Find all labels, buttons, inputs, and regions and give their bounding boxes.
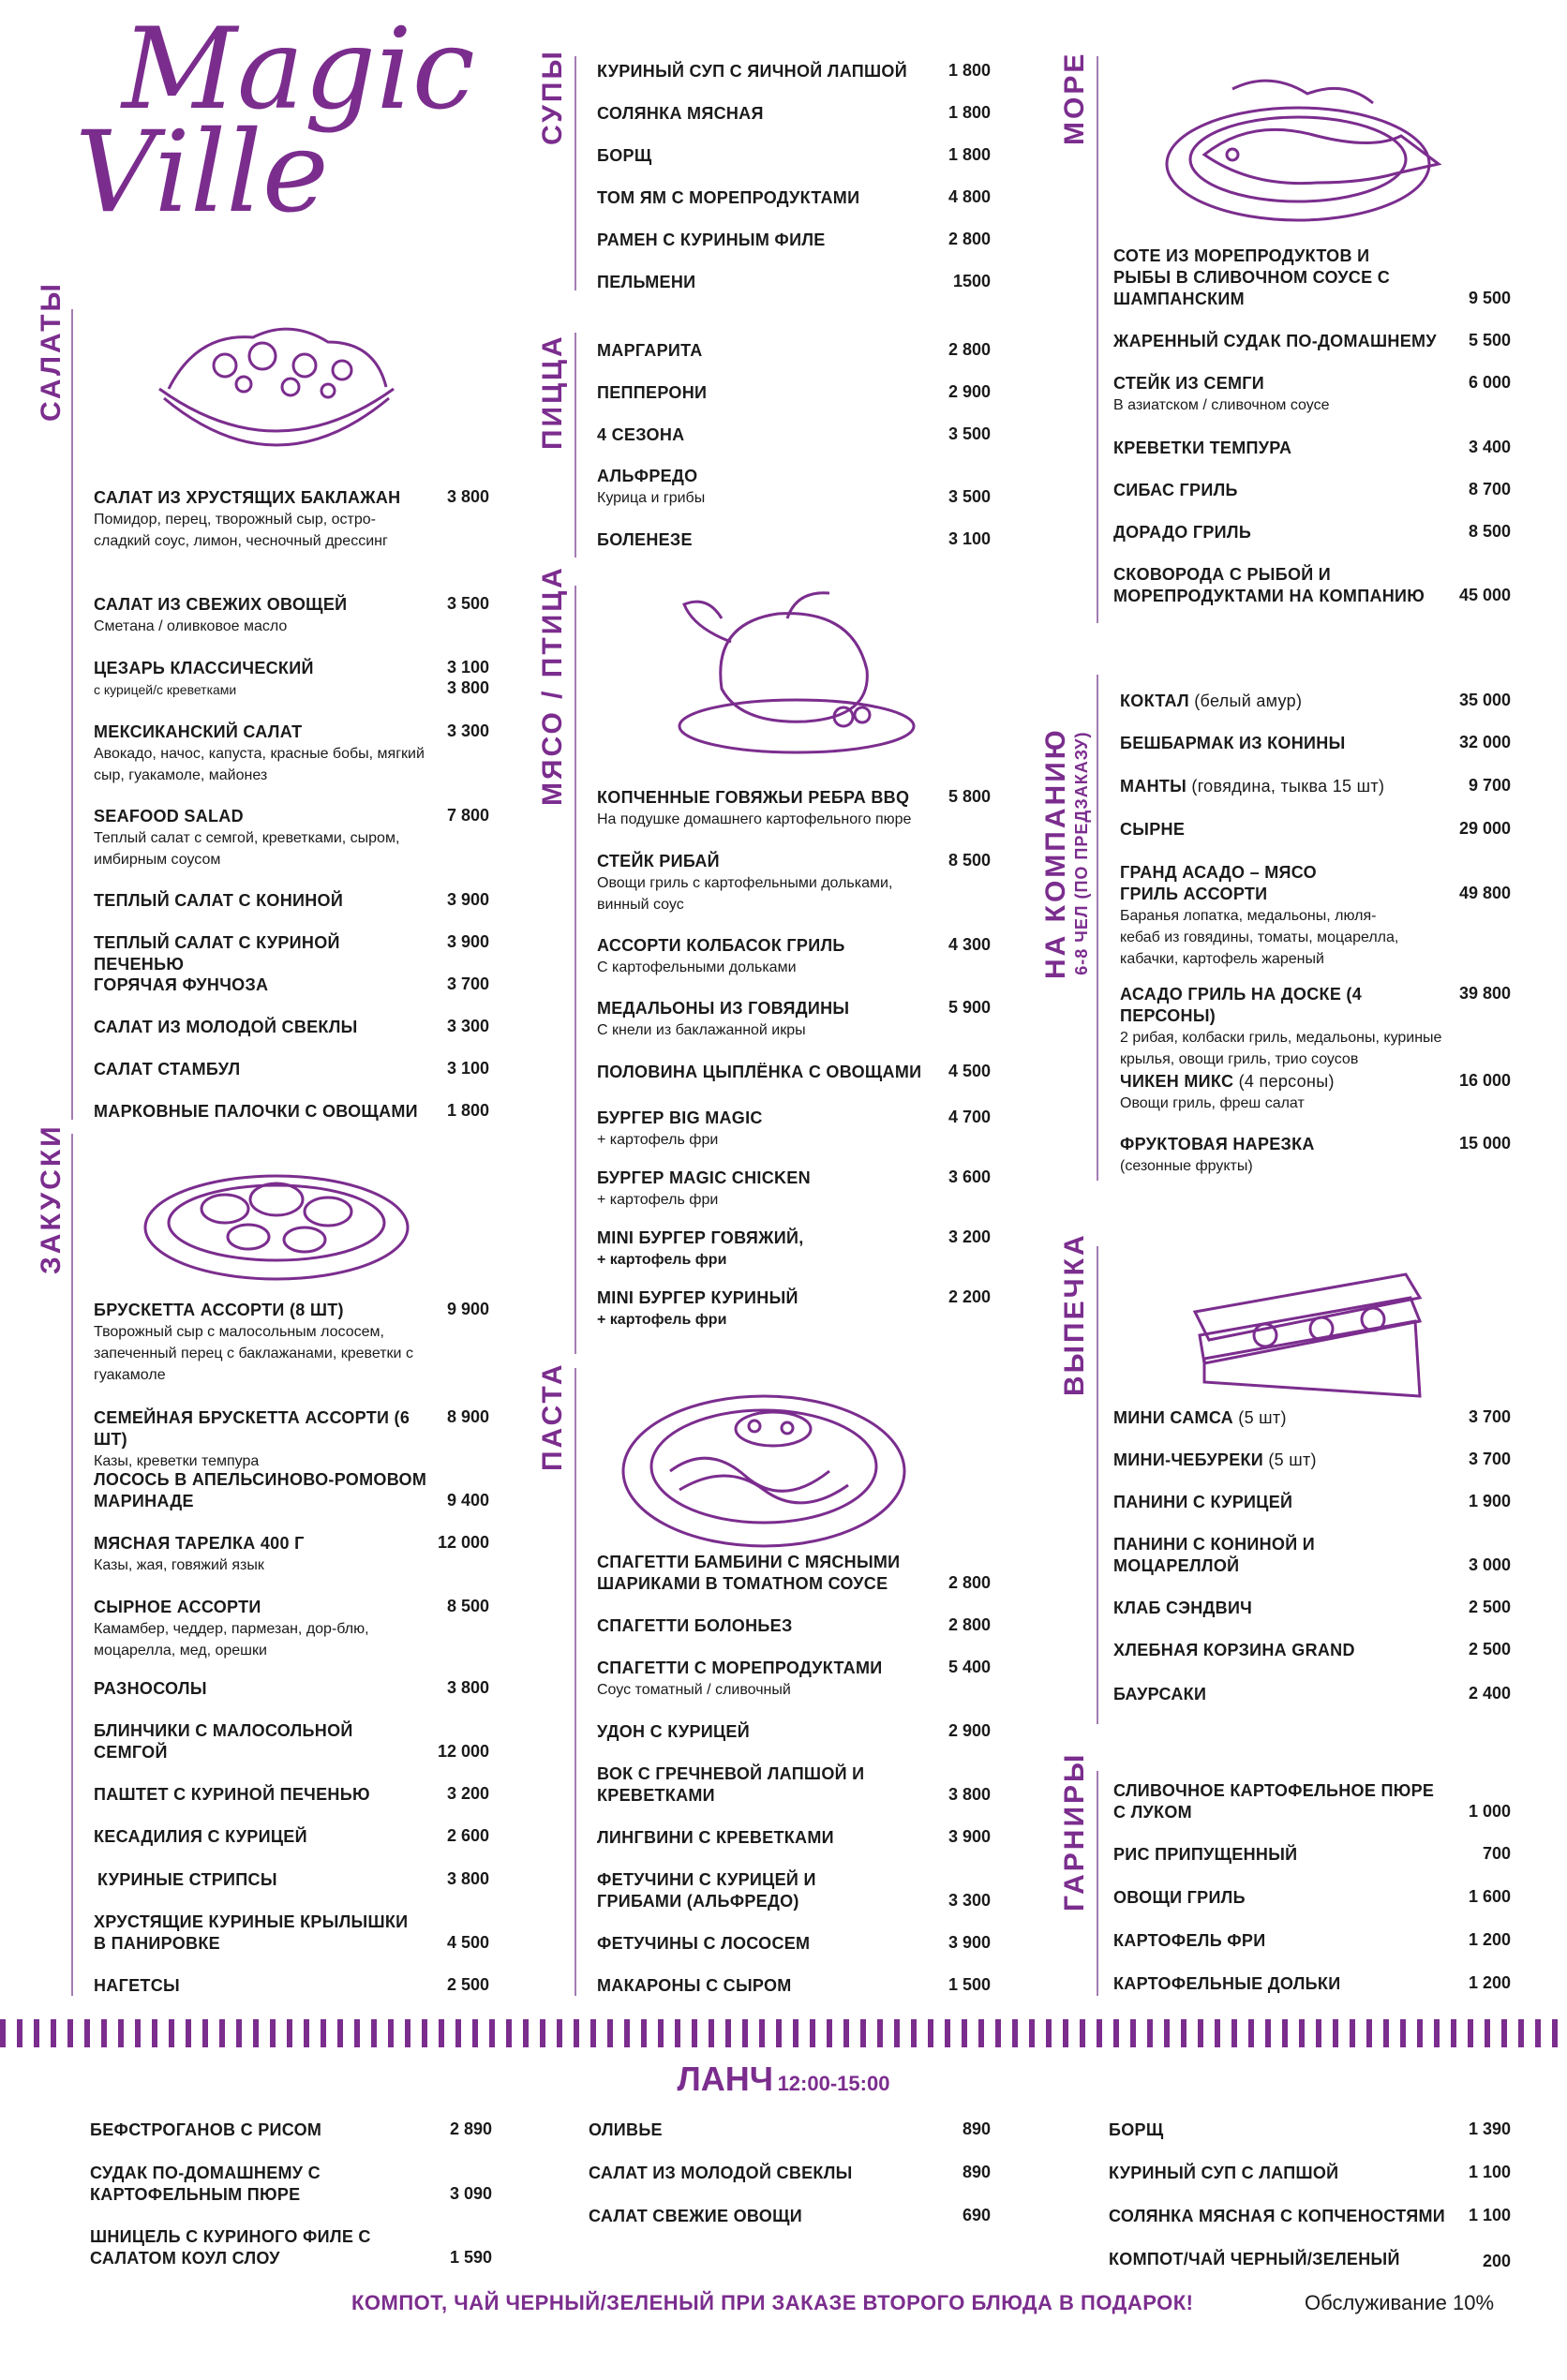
menu-item: СПАГЕТТИ С МОРЕПРОДУКТАМИ Соус томатный / сливочный: [597, 1659, 883, 1698]
section-title-company: [1040, 727, 1092, 979]
menu-item: ПАНИНИ С КОНИНОЙ И МОЦАРЕЛЛОЙ: [1113, 1535, 1316, 1575]
item-price: 32 000: [1458, 733, 1511, 751]
menu-item: ФЕТУЧИНЫ С ЛОСОСЕМ: [597, 1934, 811, 1953]
lunch-item: СОЛЯНКА МЯСНАЯ С КОПЧЕНОСТЯМИ: [1109, 2207, 1445, 2225]
item-price: 35 000: [1458, 691, 1511, 709]
menu-item: СОЛЯНКА МЯСНАЯ: [597, 104, 764, 123]
item-price: 1 390: [1468, 2120, 1511, 2138]
menu-item: MINI БУРГЕР КУРИНЫЙ + картофель фри: [597, 1288, 798, 1328]
item-price: 12 000: [437, 1533, 489, 1552]
menu-item: БЛИНЧИКИ С МАЛОСОЛЬНОЙ СЕМГОЙ: [94, 1721, 353, 1762]
item-price: 12 000: [437, 1742, 489, 1761]
menu-item: РАМЕН С КУРИНЫМ ФИЛЕ: [597, 231, 826, 249]
item-price: 3 800: [446, 1869, 489, 1888]
service-charge: Обслуживание 10%: [1305, 2291, 1495, 2314]
item-price: 3 200: [446, 1784, 489, 1803]
menu-item: БОЛЕНЕЗЕ: [597, 530, 693, 549]
item-price: 700: [1482, 1844, 1511, 1863]
item-price: 29 000: [1458, 819, 1511, 838]
menu-item: ТОМ ЯМ С МОРЕПРОДУКТАМИ: [597, 188, 860, 207]
item-price: 1 200: [1468, 1973, 1511, 1992]
menu-item: ГОРЯЧАЯ ФУНЧОЗА: [94, 975, 269, 994]
divider: [71, 309, 73, 1120]
menu-item: ФЕТУЧИНИ С КУРИЦЕЙ И ГРИБАМИ (АЛЬФРЕДО): [597, 1870, 816, 1911]
menu-item: 4 СЕЗОНА: [597, 425, 685, 444]
item-price: 3 900: [948, 1933, 991, 1952]
item-price: 3 100: [948, 529, 991, 548]
lunch-item: САЛАТ ИЗ МОЛОДОЙ СВЕКЛЫ: [589, 2164, 853, 2182]
menu-item: АСАДО ГРИЛЬ НА ДОСКЕ (4 ПЕРСОНЫ) 2 рибая, колбаски гриль, медальоны, куриные крылья, овощи гриль, трио соусов: [1120, 985, 1442, 1067]
lunch-item: БЕФСТРОГАНОВ С РИСОМ: [90, 2120, 322, 2139]
item-price: 5 400: [948, 1658, 991, 1676]
lunch-item: ОЛИВЬЕ: [589, 2120, 663, 2139]
item-price: 45 000: [1458, 586, 1511, 604]
item-price: 3 800: [948, 1785, 991, 1804]
menu-item: РАЗНОСОЛЫ: [94, 1679, 207, 1698]
item-price: 200: [1482, 2252, 1511, 2270]
menu-item: МАКАРОНЫ С СЫРОМ: [597, 1976, 792, 1995]
company-title: НА КОМПАНИЮ: [1040, 727, 1071, 979]
menu-item: ТЕПЛЫЙ САЛАТ С КУРИНОЙ ПЕЧЕНЬЮ: [94, 933, 340, 974]
item-price: 15 000: [1458, 1134, 1511, 1153]
item-price: 2 900: [948, 382, 991, 401]
menu-item: МАНТЫ (говядина, тыква 15 шт): [1120, 777, 1385, 796]
item-price: 39 800: [1458, 984, 1511, 1003]
menu-item: ЛОСОСЬ В АПЕЛЬСИНОВО-РОМОВОМ МАРИНАДЕ: [94, 1470, 427, 1510]
menu-item: КАРТОФЕЛЬНЫЕ ДОЛЬКИ: [1113, 1974, 1341, 1993]
item-price: 2 890: [449, 2120, 492, 2138]
item-price: 1 100: [1468, 2163, 1511, 2181]
item-price: 2 500: [1468, 1640, 1511, 1659]
item-price: 3 500: [446, 594, 489, 613]
appetizer-plate-icon: [136, 1138, 417, 1293]
menu-item: ПАНИНИ С КУРИЦЕЙ: [1113, 1493, 1293, 1511]
menu-item: САЛАТ ИЗ МОЛОДОЙ СВЕКЛЫ: [94, 1018, 358, 1036]
menu-item: АЛЬФРЕДО Курица и грибы: [597, 467, 706, 506]
divider: [1097, 1771, 1098, 1996]
menu-item: САЛАТ ИЗ СВЕЖИХ ОВОЩЕЙ Сметана / оливковое масло: [94, 595, 348, 634]
item-price: 2 900: [948, 1721, 991, 1740]
section-title-pasta: ПАСТА: [537, 1361, 568, 1471]
item-price: 4 500: [446, 1933, 489, 1952]
menu-item: КЕСАДИЛИЯ С КУРИЦЕЙ: [94, 1827, 307, 1846]
pasta-plate-icon: [614, 1387, 914, 1551]
item-price: 2 800: [948, 1573, 991, 1592]
item-price: 3 700: [446, 974, 489, 993]
item-price: 3 600: [948, 1168, 991, 1186]
lunch-item: СУДАК ПО-ДОМАШНЕМУ С КАРТОФЕЛЬНЫМ ПЮРЕ: [90, 2164, 321, 2204]
decorative-stripe: [0, 2019, 1567, 2047]
item-price: 3 000: [1468, 1555, 1511, 1574]
menu-item: БОРЩ: [597, 146, 652, 165]
item-price: 8 500: [948, 851, 991, 870]
menu-item: БЕШБАРМАК ИЗ КОНИНЫ: [1120, 734, 1346, 752]
menu-item: MINI БУРГЕР ГОВЯЖИЙ, + картофель фри: [597, 1228, 804, 1268]
menu-item: БРУСКЕТТА АССОРТИ (8 ШТ) Творожный сыр с малосольным лососем, запеченный перец с баклажанами, креветки с гуакамоле: [94, 1301, 413, 1383]
item-price: 9 400: [446, 1491, 489, 1510]
menu-item: БУРГЕР MAGIC CHICKEN + картофель фри: [597, 1168, 811, 1208]
item-price-alt: 3 800: [446, 678, 489, 697]
section-title-soups: СУПЫ: [537, 49, 568, 145]
divider: [1097, 56, 1098, 623]
menu-item: МИНИ САМСА (5 шт): [1113, 1408, 1287, 1427]
item-price: 1 000: [1468, 1802, 1511, 1821]
item-price: 1500: [952, 272, 991, 290]
divider: [1097, 1246, 1098, 1724]
menu-item: СЛИВОЧНОЕ КАРТОФЕЛЬНОЕ ПЮРЕ С ЛУКОМ: [1113, 1781, 1435, 1822]
brand-logo: [75, 5, 475, 238]
menu-item: РИС ПРИПУЩЕННЫЙ: [1113, 1845, 1298, 1864]
sandwich-icon: [1181, 1265, 1434, 1410]
item-price: 8 500: [1468, 522, 1511, 541]
brand-line-1: Magic: [122, 5, 475, 135]
menu-item: МИНИ-ЧЕБУРЕКИ (5 шт): [1113, 1450, 1317, 1469]
menu-item: НАГЕТСЫ: [94, 1976, 180, 1995]
item-price: 2 400: [1468, 1684, 1511, 1703]
item-price: 8 500: [446, 1597, 489, 1615]
divider: [71, 1134, 73, 1996]
section-title-meat: МЯСО / ПТИЦА: [537, 565, 568, 806]
item-price: 1 590: [449, 2248, 492, 2267]
item-price: 3 100: [446, 658, 489, 677]
item-price: 8 900: [446, 1407, 489, 1426]
menu-item: СЫРНОЕ АССОРТИ Камамбер, чеддер, пармезан, дор-блю, моцарелла, мед, орешки: [94, 1598, 369, 1659]
item-price: 3 900: [446, 890, 489, 909]
item-price: 3 700: [1468, 1450, 1511, 1468]
menu-item: МЕДАЛЬОНЫ ИЗ ГОВЯДИНЫ С кнели из баклажанной икры: [597, 999, 850, 1038]
item-price: 4 300: [948, 935, 991, 954]
item-price: 1 800: [446, 1101, 489, 1120]
menu-item: КОПЧЕННЫЕ ГОВЯЖЬИ РЕБРА BBQ На подушке домашнего картофельного пюре: [597, 788, 912, 827]
menu-item: СЕМЕЙНАЯ БРУСКЕТТА АССОРТИ (6 ШТ) Казы, креветки темпура: [94, 1408, 410, 1469]
item-price: 3 500: [948, 424, 991, 443]
item-price: 4 500: [948, 1062, 991, 1080]
menu-item: ХРУСТЯЩИЕ КУРИНЫЕ КРЫЛЫШКИ В ПАНИРОВКЕ: [94, 1912, 409, 1953]
menu-item: СКОВОРОДА С РЫБОЙ И МОРЕПРОДУКТАМИ НА КОМПАНИЮ: [1113, 565, 1425, 605]
lunch-item: САЛАТ СВЕЖИЕ ОВОЩИ: [589, 2207, 802, 2225]
menu-item: ЛИНГВИНИ С КРЕВЕТКАМИ: [597, 1828, 834, 1847]
item-price: 9 500: [1468, 289, 1511, 307]
item-price: 1 500: [948, 1975, 991, 1994]
section-title-sides: ГАРНИРЫ: [1059, 1751, 1090, 1911]
item-price: 1 200: [1468, 1930, 1511, 1949]
menu-item: КОКТАЛ (белый амур): [1120, 692, 1303, 710]
item-price: 3 400: [1468, 438, 1511, 456]
divider: [575, 586, 576, 1354]
menu-item: ЖАРЕННЫЙ СУДАК ПО-ДОМАШНЕМУ: [1113, 332, 1437, 350]
fish-platter-icon: [1157, 70, 1448, 230]
lunch-hours: 12:00-15:00: [777, 2072, 890, 2095]
item-price: 8 700: [1468, 480, 1511, 498]
item-price: 3 200: [948, 1227, 991, 1246]
divider: [1097, 675, 1098, 1181]
menu-item: СИБАС ГРИЛЬ: [1113, 481, 1238, 499]
item-price: 7 800: [446, 806, 489, 825]
item-price: 3 100: [446, 1059, 489, 1078]
item-price: 4 800: [948, 187, 991, 206]
item-price: 2 600: [446, 1826, 489, 1845]
item-price: 3 090: [449, 2184, 492, 2203]
menu-item: КЛАБ СЭНДВИЧ: [1113, 1599, 1253, 1617]
menu-item: ГРАНД АСАДО – МЯСО ГРИЛЬ АССОРТИ: [1120, 863, 1317, 903]
item-price: 1 800: [948, 61, 991, 80]
menu-item: СТЕЙК РИБАЙ Овощи гриль с картофельными дольками, винный соус: [597, 852, 893, 913]
item-price: 3 800: [446, 487, 489, 506]
salad-bowl-icon: [141, 314, 412, 473]
item-price: 3 300: [446, 721, 489, 740]
menu-item: СПАГЕТТИ БОЛОНЬЕЗ: [597, 1616, 793, 1635]
menu-item: САЛАТ ИЗ ХРУСТЯЩИХ БАКЛАЖАН Помидор, перец, творожный сыр, остро-сладкий соус, лимон, чесночный дрессинг: [94, 488, 401, 549]
menu-item: ПЕППЕРОНИ: [597, 383, 708, 402]
lunch-item: КОМПОТ/ЧАЙ ЧЕРНЫЙ/ЗЕЛЕНЫЙ: [1109, 2250, 1400, 2268]
menu-item: ВОК С ГРЕЧНЕВОЙ ЛАПШОЙ И КРЕВЕТКАМИ: [597, 1764, 865, 1805]
menu-item: КРЕВЕТКИ ТЕМПУРА: [1113, 439, 1292, 457]
item-price: 2 200: [948, 1287, 991, 1306]
menu-item: ЧИКЕН МИКС (4 персоны) Овощи гриль, фреш салат: [1120, 1072, 1335, 1111]
lunch-item: БОРЩ: [1109, 2120, 1164, 2139]
item-price: 1 600: [1468, 1887, 1511, 1906]
item-price: 16 000: [1458, 1071, 1511, 1090]
brand-line-2: Ville: [75, 108, 329, 238]
company-subtitle: 6-8 ЧЕЛ (ПО ПРЕДЗАКАЗУ): [1072, 731, 1091, 975]
menu-item: СОТЕ ИЗ МОРЕПРОДУКТОВ И РЫБЫ В СЛИВОЧНОМ СОУСЕ С ШАМПАНСКИМ: [1113, 246, 1391, 308]
item-price: 2 500: [1468, 1598, 1511, 1616]
item-price: 5 800: [948, 787, 991, 806]
item-price: 890: [962, 2163, 991, 2181]
divider: [575, 56, 576, 290]
item-price: 3 700: [1468, 1407, 1511, 1426]
menu-item: АССОРТИ КОЛБАСОК ГРИЛЬ С картофельными дольками: [597, 936, 845, 975]
menu-item: КУРИНЫЕ СТРИПСЫ: [97, 1870, 277, 1889]
menu-item: ДОРАДО ГРИЛЬ: [1113, 523, 1252, 542]
menu-item: ПАШТЕТ С КУРИНОЙ ПЕЧЕНЬЮ: [94, 1785, 370, 1804]
item-price: 5 500: [1468, 331, 1511, 350]
item-price: 1 800: [948, 103, 991, 122]
divider: [575, 333, 576, 558]
item-price: 3 800: [446, 1678, 489, 1697]
divider: [575, 1368, 576, 1996]
menu-item: МЕКСИКАНСКИЙ САЛАТ Авокадо, начос, капуста, красные бобы, мягкий сыр, гуакамоле, майонез: [94, 722, 425, 783]
menu-item: КАРТОФЕЛЬ ФРИ: [1113, 1931, 1266, 1950]
item-price: 3 300: [948, 1891, 991, 1910]
menu-item: МАРГАРИТА: [597, 341, 703, 360]
roast-chicken-icon: [656, 586, 918, 759]
lunch-item: КУРИНЫЙ СУП С ЛАПШОЙ: [1109, 2164, 1339, 2182]
item-price: 2 800: [948, 230, 991, 248]
menu-item: SEAFOOD SALAD Теплый салат с семгой, креветками, сыром, имбирным соусом: [94, 807, 400, 868]
menu-item: ХЛЕБНАЯ КОРЗИНА GRAND: [1113, 1641, 1355, 1659]
menu-item: КУРИНЫЙ СУП С ЯИЧНОЙ ЛАПШОЙ: [597, 62, 907, 81]
item-price: 2 800: [948, 1615, 991, 1634]
menu-item: СПАГЕТТИ БАМБИНИ С МЯСНЫМИ ШАРИКАМИ В ТОМАТНОМ СОУСЕ: [597, 1553, 901, 1593]
section-title-sea: МОРЕ: [1059, 51, 1090, 145]
lunch-title: ЛАНЧ: [677, 2060, 774, 2098]
menu-item: УДОН С КУРИЦЕЙ: [597, 1722, 750, 1741]
menu-item-desc: Баранья лопатка, медальоны, люля-кебаб из говядины, томаты, моцарелла, кабачки, картофель жареный: [1120, 908, 1399, 967]
section-title-salads: САЛАТЫ: [36, 281, 67, 422]
item-price: 2 500: [446, 1975, 489, 1994]
item-price: 5 900: [948, 998, 991, 1017]
menu-item: БУРГЕР BIG MAGIC + картофель фри: [597, 1108, 763, 1148]
lunch-header: [0, 2060, 1567, 2099]
menu-item: ТЕПЛЫЙ САЛАТ С КОНИНОЙ: [94, 891, 344, 910]
menu-item: ФРУКТОВАЯ НАРЕЗКА (сезонные фрукты): [1120, 1135, 1315, 1174]
item-price: 3 500: [948, 487, 991, 506]
item-price: 6 000: [1468, 373, 1511, 392]
lunch-item: ШНИЦЕЛЬ С КУРИНОГО ФИЛЕ С САЛАТОМ КОУЛ СЛОУ: [90, 2227, 371, 2268]
menu-item: СЫРНЕ: [1120, 820, 1186, 839]
item-price: 890: [962, 2120, 991, 2138]
item-price: 3 900: [446, 932, 489, 951]
menu-item: МЯСНАЯ ТАРЕЛКА 400 Г Казы, жая, говяжий язык: [94, 1534, 305, 1573]
promo-text: КОМПОТ, ЧАЙ ЧЕРНЫЙ/ЗЕЛЕНЫЙ ПРИ ЗАКАЗЕ ВТОРОГО БЛЮДА В ПОДАРОК!: [351, 2291, 1194, 2314]
item-price: 3 900: [948, 1827, 991, 1846]
menu-item: ОВОЩИ ГРИЛЬ: [1113, 1888, 1246, 1907]
item-price: 690: [962, 2206, 991, 2224]
menu-item: ПОЛОВИНА ЦЫПЛЁНКА С ОВОЩАМИ: [597, 1063, 922, 1081]
item-price: 49 800: [1458, 884, 1511, 902]
menu-item: ЦЕЗАРЬ КЛАССИЧЕСКИЙ с курицей/с креветками: [94, 659, 314, 697]
section-title-pizza: ПИЦЦА: [537, 334, 568, 450]
item-price: 1 100: [1468, 2206, 1511, 2224]
menu-item: ПЕЛЬМЕНИ: [597, 273, 696, 291]
menu-item: МАРКОВНЫЕ ПАЛОЧКИ С ОВОЩАМИ: [94, 1102, 418, 1121]
item-price: 3 300: [446, 1017, 489, 1035]
section-title-bakery: ВЫПЕЧКА: [1059, 1232, 1090, 1396]
menu-item: СТЕЙК ИЗ СЕМГИ В азиатском / сливочном соусе: [1113, 374, 1330, 413]
item-price: 2 800: [948, 340, 991, 359]
item-price: 4 700: [948, 1108, 991, 1126]
section-title-snacks: ЗАКУСКИ: [36, 1123, 67, 1274]
menu-item: САЛАТ СТАМБУЛ: [94, 1060, 241, 1078]
item-price: 9 900: [446, 1300, 489, 1318]
menu-item: БАУРСАКИ: [1113, 1685, 1207, 1703]
item-price: 9 700: [1468, 776, 1511, 795]
item-price: 1 800: [948, 145, 991, 164]
item-price: 1 900: [1468, 1492, 1511, 1510]
